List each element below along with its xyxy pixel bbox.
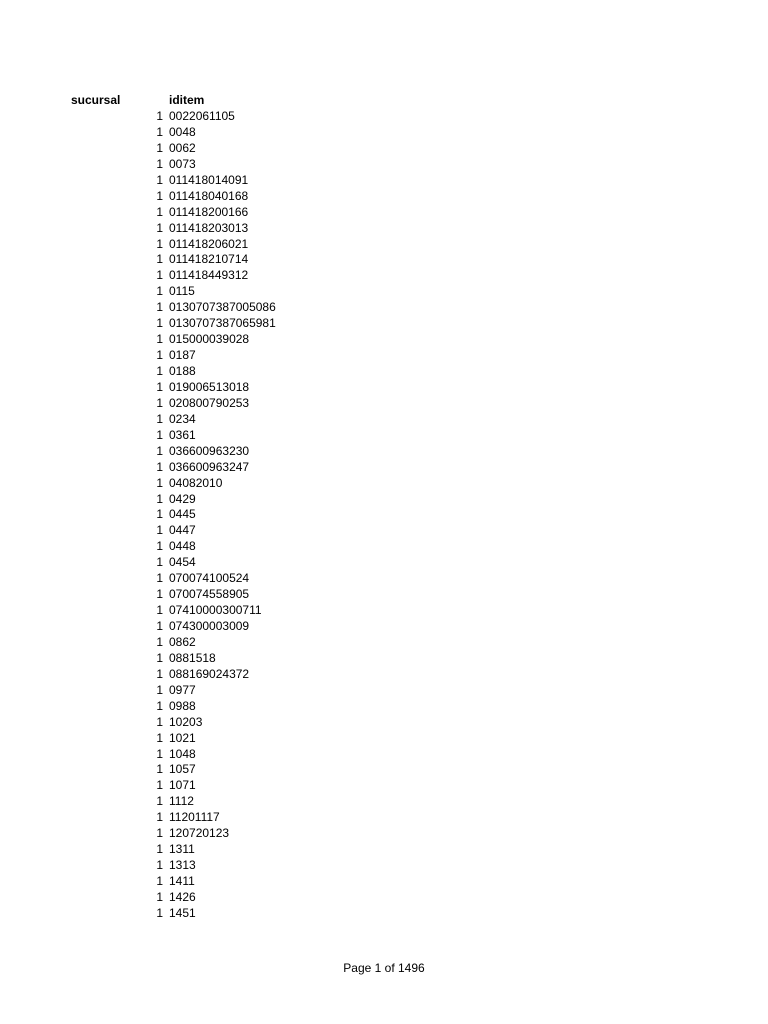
cell-iditem: 0188 [169, 364, 196, 378]
cell-sucursal: 1 [156, 268, 163, 283]
table-row [0, 348, 768, 364]
table-row [0, 380, 768, 396]
table-row [0, 571, 768, 587]
cell-sucursal: 1 [156, 124, 163, 139]
table-row [0, 603, 768, 619]
cell-iditem: 10203 [169, 714, 203, 729]
cell-iditem: 0234 [169, 411, 196, 426]
cell-iditem: 015000039028 [169, 332, 250, 347]
cell-sucursal: 1 [156, 507, 163, 522]
table-row [0, 492, 768, 508]
table-row [0, 444, 768, 460]
cell-iditem: 1311 [169, 842, 195, 857]
cell-iditem: 0048 [169, 124, 196, 139]
cell-sucursal: 1 [156, 140, 163, 155]
cell-iditem: 011418210714 [169, 252, 249, 267]
table-row [0, 221, 768, 237]
table-row [0, 778, 768, 794]
cell-iditem: 0448 [169, 539, 196, 554]
cell-sucursal: 1 [156, 236, 163, 251]
cell-sucursal: 1 [156, 826, 163, 841]
cell-iditem: 036600963247 [169, 459, 250, 474]
cell-sucursal: 1 [156, 571, 163, 586]
cell-iditem: 011418203013 [169, 220, 249, 235]
cell-sucursal: 1 [156, 411, 163, 426]
table-row [0, 906, 768, 922]
table-row [0, 762, 768, 778]
table-row [0, 523, 768, 539]
cell-sucursal: 1 [156, 905, 163, 920]
cell-iditem: 0988 [169, 698, 196, 713]
cell-iditem: 0429 [169, 491, 196, 506]
cell-sucursal: 1 [156, 889, 163, 904]
table-row [0, 619, 768, 635]
cell-sucursal: 1 [156, 666, 163, 681]
cell-iditem: 120720123 [169, 826, 230, 841]
cell-sucursal: 1 [156, 682, 163, 697]
column-header-sucursal: sucursal [71, 93, 121, 107]
table-row [0, 587, 768, 603]
cell-sucursal: 1 [156, 794, 163, 809]
cell-sucursal: 1 [156, 762, 163, 777]
cell-iditem: 011418206021 [169, 236, 249, 251]
cell-sucursal: 1 [156, 316, 163, 331]
cell-iditem: 1071 [169, 778, 196, 793]
table-header-row [0, 93, 768, 109]
cell-iditem: 036600963230 [169, 443, 250, 458]
cell-iditem: 011418040168 [169, 188, 249, 203]
cell-iditem: 070074100524 [169, 571, 250, 586]
cell-sucursal: 1 [156, 252, 163, 267]
cell-sucursal: 1 [156, 555, 163, 570]
table-row [0, 810, 768, 826]
table-row [0, 125, 768, 141]
table-row [0, 826, 768, 842]
cell-sucursal: 1 [156, 619, 163, 633]
table-row [0, 555, 768, 571]
cell-iditem: 019006513018 [169, 379, 250, 394]
table-row [0, 173, 768, 189]
table-row [0, 316, 768, 332]
cell-sucursal: 1 [156, 842, 163, 857]
cell-sucursal: 1 [156, 730, 163, 745]
cell-sucursal: 1 [156, 332, 163, 347]
cell-sucursal: 1 [156, 379, 163, 394]
table-row [0, 396, 768, 412]
cell-iditem: 074300003009 [169, 619, 250, 633]
table-body [0, 109, 768, 922]
table-row [0, 794, 768, 810]
cell-sucursal: 1 [156, 443, 163, 458]
table-row [0, 667, 768, 683]
cell-sucursal: 1 [156, 603, 163, 618]
table-row [0, 683, 768, 699]
table-row [0, 476, 768, 492]
table-row [0, 635, 768, 651]
cell-sucursal: 1 [156, 650, 163, 665]
cell-sucursal: 1 [156, 746, 163, 761]
cell-sucursal: 1 [156, 539, 163, 554]
cell-sucursal: 1 [156, 523, 163, 538]
cell-iditem: 0361 [169, 427, 196, 442]
table-row [0, 507, 768, 523]
cell-iditem: 0130707387065981 [169, 316, 276, 331]
cell-sucursal: 1 [156, 204, 163, 219]
cell-sucursal: 1 [156, 810, 163, 825]
page-number: Page 1 of 1496 [343, 961, 425, 975]
table-row [0, 364, 768, 380]
cell-sucursal: 1 [156, 587, 163, 602]
cell-iditem: 1426 [169, 889, 196, 904]
cell-iditem: 1021 [169, 730, 196, 745]
table-row [0, 268, 768, 284]
cell-sucursal: 1 [156, 491, 163, 506]
cell-iditem: 0454 [169, 555, 196, 570]
cell-iditem: 1048 [169, 746, 196, 761]
cell-iditem: 07410000300711 [169, 603, 262, 618]
cell-sucursal: 1 [156, 364, 163, 378]
cell-sucursal: 1 [156, 348, 163, 363]
table-row [0, 412, 768, 428]
cell-sucursal: 1 [156, 475, 163, 490]
cell-iditem: 1313 [169, 858, 196, 873]
cell-iditem: 0022061105 [169, 109, 235, 123]
table-row [0, 539, 768, 555]
table-row [0, 332, 768, 348]
cell-iditem: 0862 [169, 634, 196, 649]
cell-iditem: 011418200166 [169, 204, 249, 219]
cell-iditem: 020800790253 [169, 395, 250, 410]
table-row [0, 237, 768, 253]
cell-iditem: 0977 [169, 682, 196, 697]
cell-iditem: 070074558905 [169, 587, 250, 602]
table-row [0, 731, 768, 747]
cell-iditem: 088169024372 [169, 666, 250, 681]
cell-sucursal: 1 [156, 395, 163, 410]
column-header-iditem: iditem [169, 93, 205, 107]
cell-sucursal: 1 [156, 109, 163, 123]
cell-iditem: 0187 [169, 348, 196, 363]
cell-iditem: 0445 [169, 507, 196, 522]
table-row [0, 460, 768, 476]
table-row [0, 109, 768, 125]
cell-sucursal: 1 [156, 156, 163, 171]
cell-iditem: 0130707387005086 [169, 300, 276, 315]
cell-iditem: 011418014091 [169, 172, 249, 187]
table-row [0, 252, 768, 268]
cell-iditem: 011418449312 [169, 268, 249, 283]
table-row [0, 157, 768, 173]
cell-sucursal: 1 [156, 714, 163, 729]
cell-iditem: 11201117 [169, 810, 220, 825]
table-row [0, 651, 768, 667]
table-row [0, 428, 768, 444]
table-row [0, 890, 768, 906]
cell-iditem: 1411 [169, 874, 195, 888]
table-row [0, 300, 768, 316]
table-row [0, 747, 768, 763]
table-row [0, 699, 768, 715]
cell-iditem: 1112 [169, 794, 194, 809]
table-row [0, 874, 768, 890]
cell-sucursal: 1 [156, 172, 163, 187]
table-row [0, 284, 768, 300]
cell-iditem: 1057 [169, 762, 196, 777]
table-row [0, 858, 768, 874]
cell-sucursal: 1 [156, 300, 163, 315]
table-row [0, 842, 768, 858]
cell-iditem: 04082010 [169, 475, 223, 490]
cell-iditem: 0073 [169, 156, 196, 171]
cell-iditem: 1451 [169, 905, 196, 920]
table-row [0, 189, 768, 205]
cell-iditem: 0447 [169, 523, 196, 538]
cell-sucursal: 1 [156, 634, 163, 649]
cell-sucursal: 1 [156, 220, 163, 235]
cell-sucursal: 1 [156, 698, 163, 713]
cell-sucursal: 1 [156, 858, 163, 873]
cell-sucursal: 1 [156, 427, 163, 442]
cell-iditem: 0062 [169, 140, 196, 155]
cell-sucursal: 1 [156, 284, 163, 299]
cell-iditem: 0881518 [169, 650, 216, 665]
cell-sucursal: 1 [156, 459, 163, 474]
cell-sucursal: 1 [156, 188, 163, 203]
cell-sucursal: 1 [156, 778, 163, 793]
cell-sucursal: 1 [156, 874, 163, 888]
table-row [0, 205, 768, 221]
cell-iditem: 0115 [169, 284, 195, 299]
table-row [0, 715, 768, 731]
table-row [0, 141, 768, 157]
